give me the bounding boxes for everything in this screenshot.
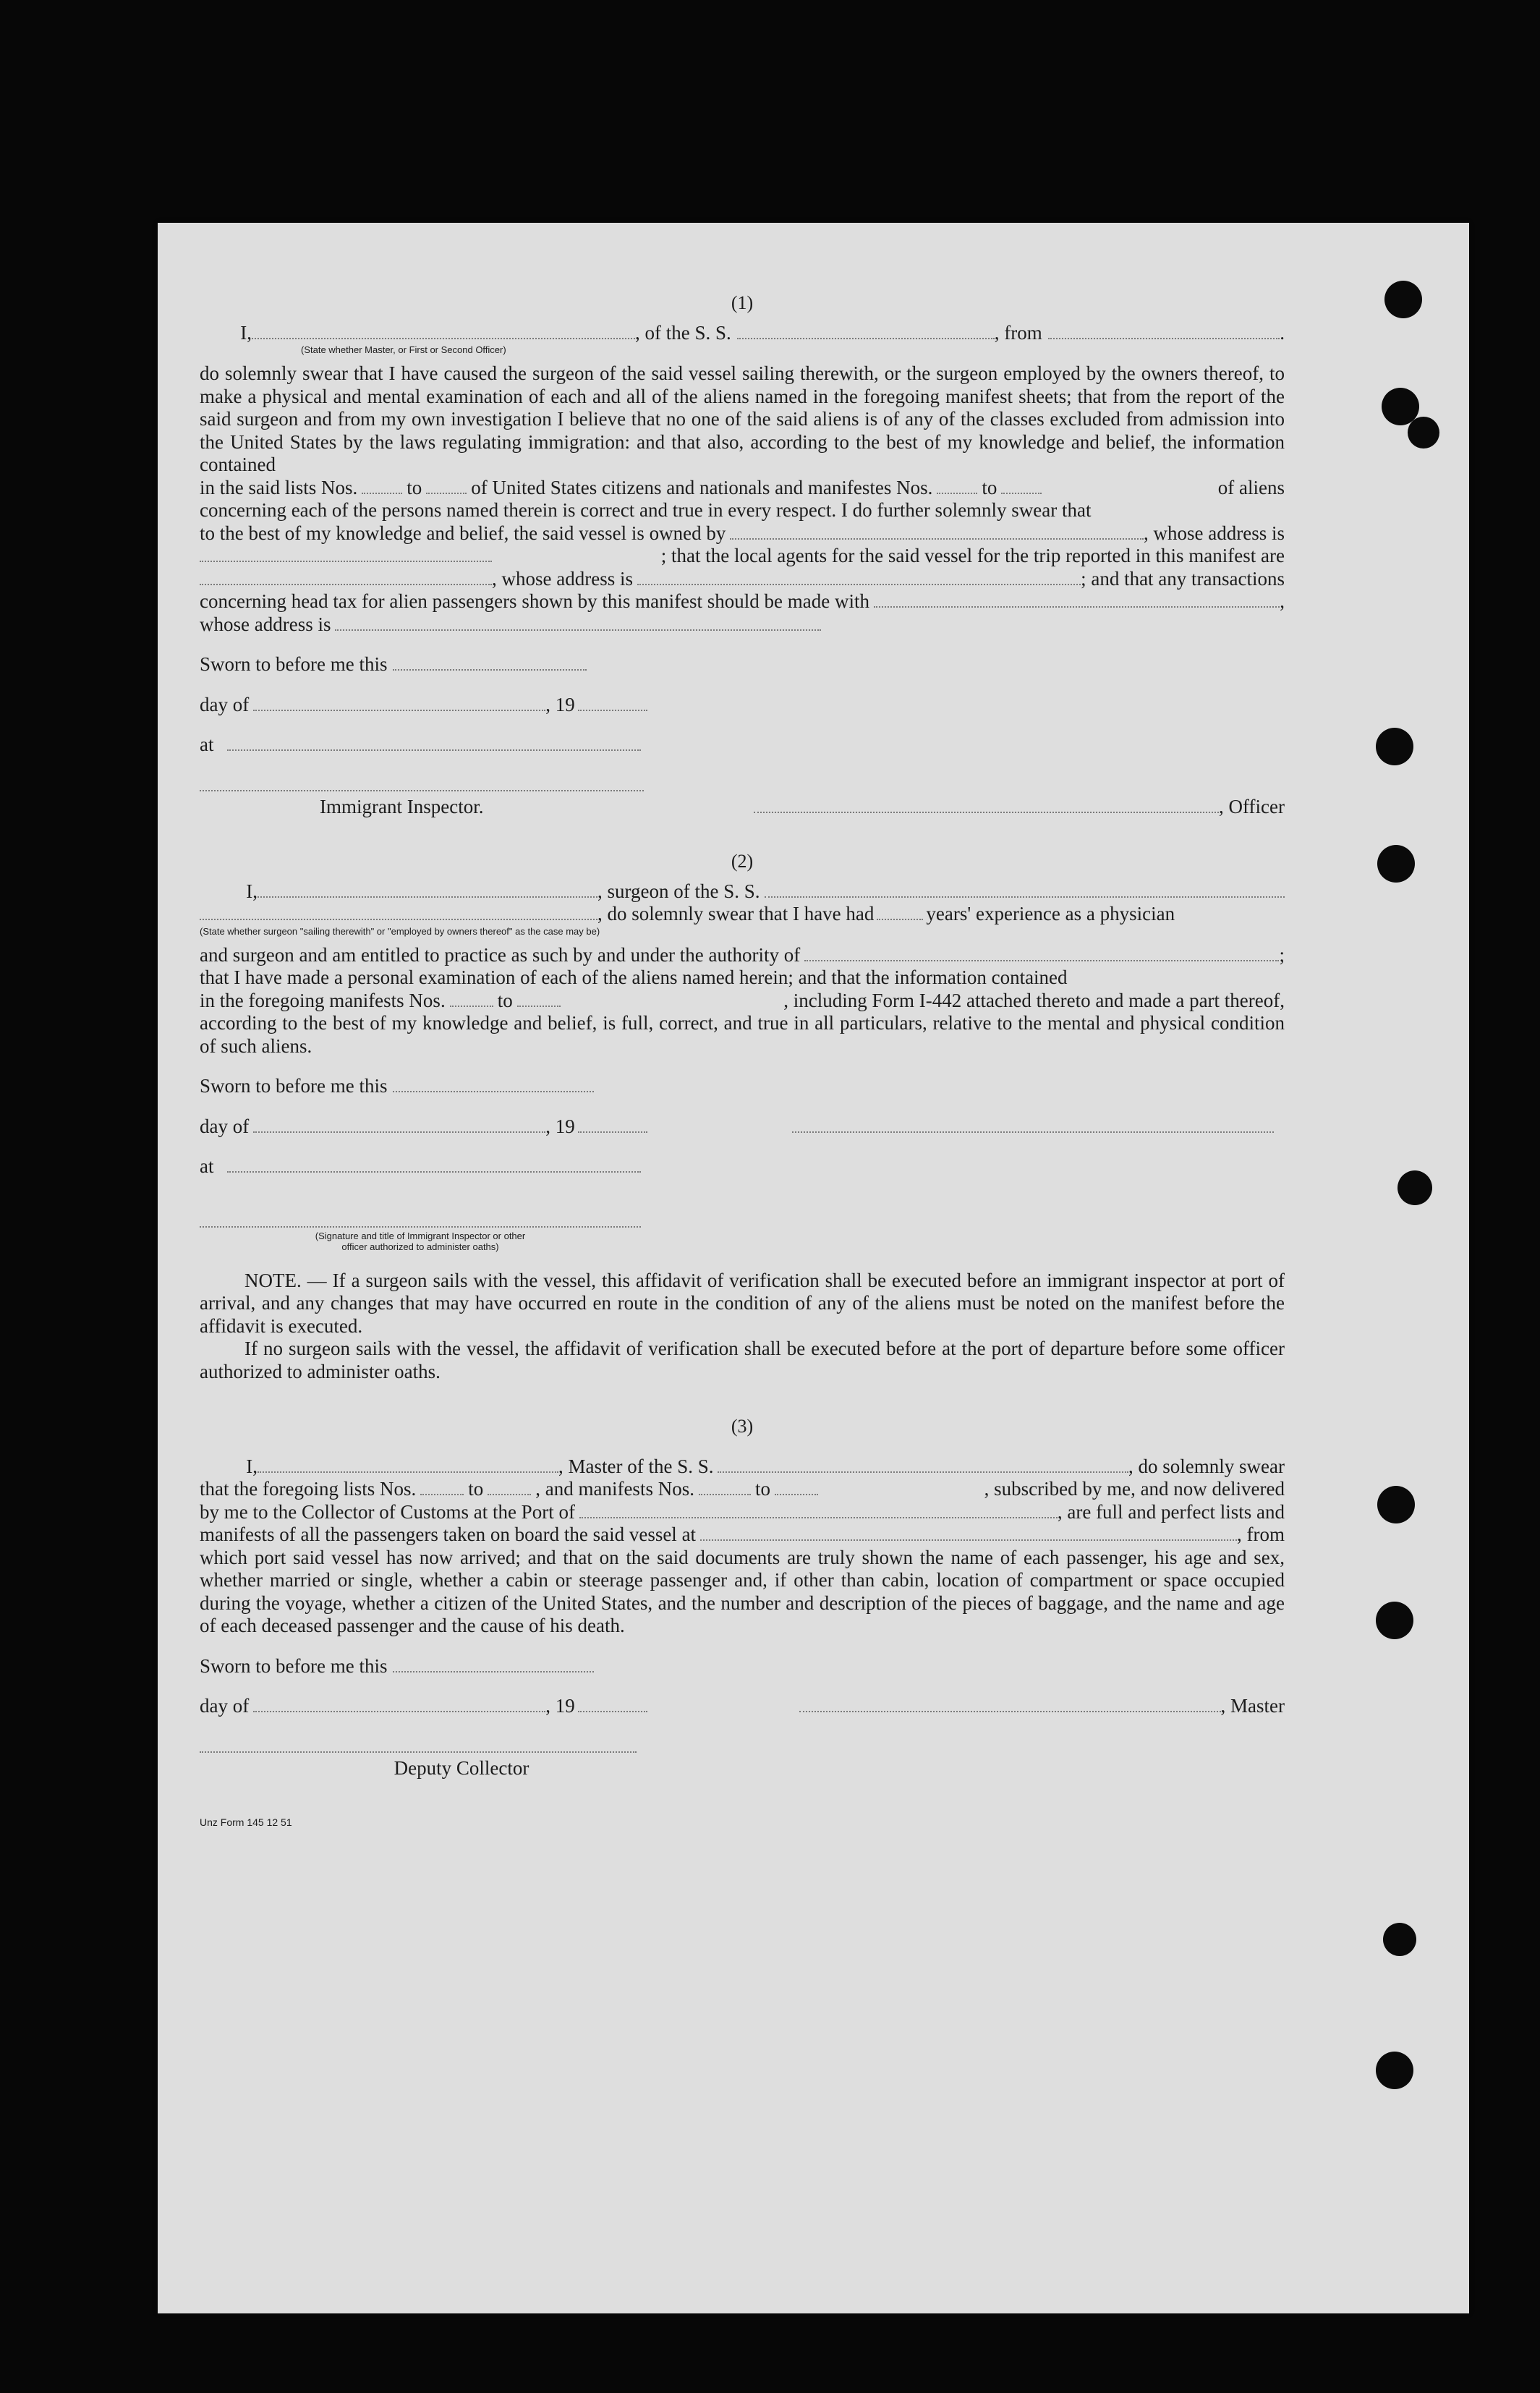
day-of-line bbox=[200, 1695, 1285, 1718]
officer-signature-field[interactable] bbox=[754, 796, 1219, 813]
punch-hole bbox=[1384, 281, 1422, 318]
label-at: at bbox=[200, 1155, 214, 1177]
boarded-line bbox=[200, 1523, 1285, 1547]
punch-hole bbox=[1383, 1923, 1416, 1956]
punch-hole bbox=[1376, 728, 1413, 765]
year-field[interactable] bbox=[578, 694, 647, 711]
manifest-from-field[interactable] bbox=[937, 477, 977, 494]
inspector-signature-field[interactable] bbox=[200, 774, 644, 791]
label-to: to bbox=[468, 1478, 484, 1500]
label-port-of: by me to the Collector of Customs at the Port of bbox=[200, 1500, 575, 1523]
agents-address-line bbox=[200, 568, 1285, 591]
label-day-of: day of bbox=[200, 1115, 250, 1137]
label-of-ss: , of the S. S. bbox=[635, 321, 731, 344]
section2-text-a: that I have made a personal examination of each of the aliens named herein; and that the information contained bbox=[200, 966, 1068, 988]
inspector-signature-field[interactable] bbox=[200, 1210, 641, 1228]
label-i: I, bbox=[240, 321, 252, 344]
label-solemnly-swear: , do solemnly swear bbox=[1128, 1455, 1285, 1477]
years-field[interactable] bbox=[877, 903, 923, 920]
label-years-experience: years' experience as a physician bbox=[926, 903, 1175, 925]
list-from-field[interactable] bbox=[420, 1478, 464, 1495]
section-number: (1) bbox=[731, 292, 754, 313]
agents-line bbox=[200, 545, 1285, 568]
label-full-perfect: , are full and perfect lists and bbox=[1057, 1500, 1285, 1523]
lists-line bbox=[200, 477, 1285, 500]
punch-hole bbox=[1408, 417, 1439, 449]
label-whose-address: , whose address is bbox=[492, 567, 633, 590]
label-deputy-collector: Deputy Collector bbox=[393, 1756, 529, 1779]
label-whose-address: whose address is bbox=[200, 613, 331, 635]
surgeon-signature-field[interactable] bbox=[792, 1115, 1274, 1133]
manifests-line bbox=[200, 990, 1285, 1013]
place-field[interactable] bbox=[227, 1155, 641, 1173]
month-field[interactable] bbox=[253, 694, 545, 711]
label-surgeon-of-ss: , surgeon of the S. S. bbox=[597, 880, 760, 902]
label-authority: and surgeon and am entitled to practice as such by and under the authority of bbox=[200, 943, 801, 966]
label-immigrant-inspector: Immigrant Inspector. bbox=[320, 795, 484, 817]
list-to-field[interactable] bbox=[488, 1478, 531, 1495]
punch-hole bbox=[1376, 1602, 1413, 1639]
manifest-to-field[interactable] bbox=[1001, 477, 1042, 494]
at-line bbox=[200, 1155, 1285, 1178]
owned-by-line bbox=[200, 522, 1285, 545]
day-of-line bbox=[200, 694, 1285, 717]
list-from-field[interactable] bbox=[362, 477, 402, 494]
manifest-from-field[interactable] bbox=[450, 990, 493, 1007]
manifest-from-field[interactable] bbox=[699, 1478, 751, 1495]
form-content bbox=[200, 292, 1285, 1835]
port-line bbox=[200, 1501, 1285, 1524]
label-of-aliens: of aliens bbox=[1217, 476, 1285, 498]
label-i: I, bbox=[246, 1455, 258, 1477]
label-form-i442: , including Form I-442 attached thereto and made a part thereof, bbox=[783, 989, 1285, 1011]
collector-signature-field[interactable] bbox=[200, 1735, 637, 1753]
section3-paragraph: which port said vessel has now arrived; and that on the said documents are truly shown the name of each passenger, his age and sex, whether married or single, whether a cabin or steerage passenger and, if other than cabin, location of compartment or space occupied during the voyage, whether a citizen of the United States, and the number and description of the pieces of baggage, and the name and age of each deceased passenger and the cause of his death. bbox=[200, 1546, 1285, 1636]
section-number: (3) bbox=[731, 1416, 754, 1437]
master-signature-field[interactable] bbox=[799, 1695, 1221, 1712]
label-day-of: day of bbox=[200, 1695, 250, 1717]
label-master: , Master bbox=[1220, 1695, 1285, 1717]
punch-hole bbox=[1377, 845, 1415, 883]
label-delivered: , subscribed by me, and now delivered bbox=[984, 1478, 1285, 1500]
comma: , bbox=[1280, 590, 1285, 612]
label-manifests-nos: , and manifests Nos. bbox=[535, 1478, 694, 1500]
label-sworn: Sworn to before me this bbox=[200, 653, 388, 675]
head-tax-address-line bbox=[200, 613, 1285, 637]
year-field[interactable] bbox=[578, 1695, 647, 1712]
surgeon-note: (State whether surgeon "sailing therewith" or "employed by owners thereof" as the case may be) bbox=[200, 925, 600, 937]
label-whose-address: , whose address is bbox=[1144, 522, 1285, 544]
surgeon-vessel-field[interactable] bbox=[765, 880, 1285, 898]
authority-field[interactable] bbox=[804, 944, 1279, 961]
label-solemnly-swear: , do solemnly swear that I have had bbox=[597, 903, 875, 925]
punch-hole bbox=[1377, 1486, 1415, 1523]
section1-text-b: concerning each of the persons named therein is correct and true in every respect. I do further solemnly swear that bbox=[200, 499, 1092, 521]
head-tax-line bbox=[200, 590, 1285, 613]
label-transactions: ; and that any transactions bbox=[1081, 567, 1285, 590]
head-tax-field[interactable] bbox=[874, 590, 1280, 608]
departure-port-field[interactable] bbox=[1048, 322, 1280, 339]
label-manifests-nos: of United States citizens and nationals and manifestes Nos. bbox=[471, 476, 933, 498]
manifest-to-field[interactable] bbox=[517, 990, 561, 1007]
label-day-of: day of bbox=[200, 693, 250, 715]
officer-name-field[interactable] bbox=[252, 322, 635, 339]
list-to-field[interactable] bbox=[426, 477, 467, 494]
semicolon: ; bbox=[1279, 943, 1285, 966]
label-lists-nos: that the foregoing lists Nos. bbox=[200, 1478, 417, 1500]
master-vessel-field[interactable] bbox=[718, 1455, 1128, 1473]
punch-hole bbox=[1398, 1170, 1432, 1205]
label-from: , from bbox=[1237, 1523, 1285, 1545]
surgeon-name-field[interactable] bbox=[258, 880, 597, 898]
label-to: to bbox=[754, 1478, 770, 1500]
label-owned-by: to the best of my knowledge and belief, the said vessel is owned by bbox=[200, 522, 726, 544]
owner-field[interactable] bbox=[730, 522, 1144, 540]
owner-address-field[interactable] bbox=[200, 545, 492, 562]
label-year: , 19 bbox=[545, 1115, 575, 1137]
label-head-tax: concerning head tax for alien passengers shown by this manifest should be made with bbox=[200, 590, 870, 612]
port-field[interactable] bbox=[579, 1501, 1058, 1518]
sworn-line bbox=[200, 1655, 1285, 1678]
label-master-of-ss: , Master of the S. S. bbox=[558, 1455, 714, 1477]
signature-note-1: (Signature and title of Immigrant Inspector or other bbox=[315, 1230, 526, 1241]
master-line bbox=[200, 1455, 1285, 1479]
period: . bbox=[1280, 321, 1285, 344]
boarding-port-field[interactable] bbox=[700, 1523, 1237, 1541]
label-at: at bbox=[200, 734, 214, 755]
signature-note-2: officer authorized to administer oaths) bbox=[341, 1241, 499, 1252]
label-to: to bbox=[982, 476, 997, 498]
sworn-date-field[interactable] bbox=[393, 653, 587, 671]
punch-hole bbox=[1376, 2052, 1413, 2089]
form-number: Unz Form 145 12 51 bbox=[200, 1816, 292, 1828]
practice-line bbox=[200, 944, 1285, 967]
label-year: , 19 bbox=[545, 693, 575, 715]
label-from: , from bbox=[994, 321, 1042, 344]
sworn-line bbox=[200, 1075, 1285, 1098]
label-to: to bbox=[497, 989, 513, 1011]
agents-field[interactable] bbox=[200, 568, 492, 585]
year-field[interactable] bbox=[578, 1115, 647, 1133]
section2-text-b: according to the best of my knowledge and belief, is full, correct, and true in all particulars, relative to the mental and physical condition of such aliens. bbox=[200, 1012, 1285, 1057]
document-page bbox=[158, 223, 1469, 2313]
label-year: , 19 bbox=[545, 1695, 575, 1717]
label-officer: , Officer bbox=[1219, 795, 1285, 817]
label-to: to bbox=[407, 476, 422, 498]
label-lists-nos: in the said lists Nos. bbox=[200, 476, 358, 498]
sworn-date-field[interactable] bbox=[393, 1655, 594, 1672]
section-number: (2) bbox=[731, 851, 754, 872]
label-local-agents: ; that the local agents for the said vessel for the trip reported in this manifest are bbox=[660, 545, 1285, 566]
signature-labels-line bbox=[200, 796, 1285, 819]
section1-paragraph: do solemnly swear that I have caused the surgeon of the said vessel sailing therewith, or the surgeon employed by the owners thereof, to make a physical and mental examination of each and all of the aliens named in the foregoing manifest sheets; that from the report of the said surgeon and from my own investigation I believe that no one of the said aliens is of any of the classes excluded from admission into the United States by the laws regulating immigration: and that also, according to the best of my knowledge and belief, the information contained bbox=[200, 362, 1285, 475]
month-field[interactable] bbox=[253, 1695, 545, 1712]
day-of-line bbox=[200, 1115, 1285, 1139]
sworn-line bbox=[200, 653, 1285, 676]
month-field[interactable] bbox=[253, 1115, 545, 1133]
label-sworn: Sworn to before me this bbox=[200, 1654, 388, 1677]
lists-line bbox=[200, 1478, 1285, 1501]
manifest-to-field[interactable] bbox=[775, 1478, 818, 1495]
agents-address-field[interactable] bbox=[637, 568, 1081, 585]
at-line bbox=[200, 734, 1285, 757]
officer-note: (State whether Master, or First or Second Officer) bbox=[301, 344, 506, 355]
sworn-date-field[interactable] bbox=[393, 1075, 594, 1092]
label-taken-on-board: manifests of all the passengers taken on board the said vessel at bbox=[200, 1523, 697, 1545]
label-sworn: Sworn to before me this bbox=[200, 1075, 388, 1097]
note-paragraph-1: NOTE. — If a surgeon sails with the vessel, this affidavit of verification shall be executed before an immigrant inspector at port of arrival, and any changes that may have occurred en route in the condition of any of the aliens must be noted on the manifest before the affidavit is executed. bbox=[200, 1269, 1285, 1337]
vessel-name-field[interactable] bbox=[737, 322, 995, 339]
experience-line bbox=[200, 903, 1285, 926]
label-i: I, bbox=[246, 880, 258, 902]
place-field[interactable] bbox=[227, 734, 641, 751]
note-paragraph-2: If no surgeon sails with the vessel, the affidavit of verification shall be executed before at the port of departure before some officer authorized to administer oaths. bbox=[200, 1338, 1285, 1382]
surgeon-line bbox=[200, 880, 1285, 904]
master-oath-line bbox=[200, 322, 1285, 345]
master-name-field[interactable] bbox=[258, 1455, 558, 1473]
surgeon-status-field[interactable] bbox=[200, 903, 597, 920]
label-manifests-nos: in the foregoing manifests Nos. bbox=[200, 989, 446, 1011]
head-tax-address-field[interactable] bbox=[335, 613, 821, 631]
